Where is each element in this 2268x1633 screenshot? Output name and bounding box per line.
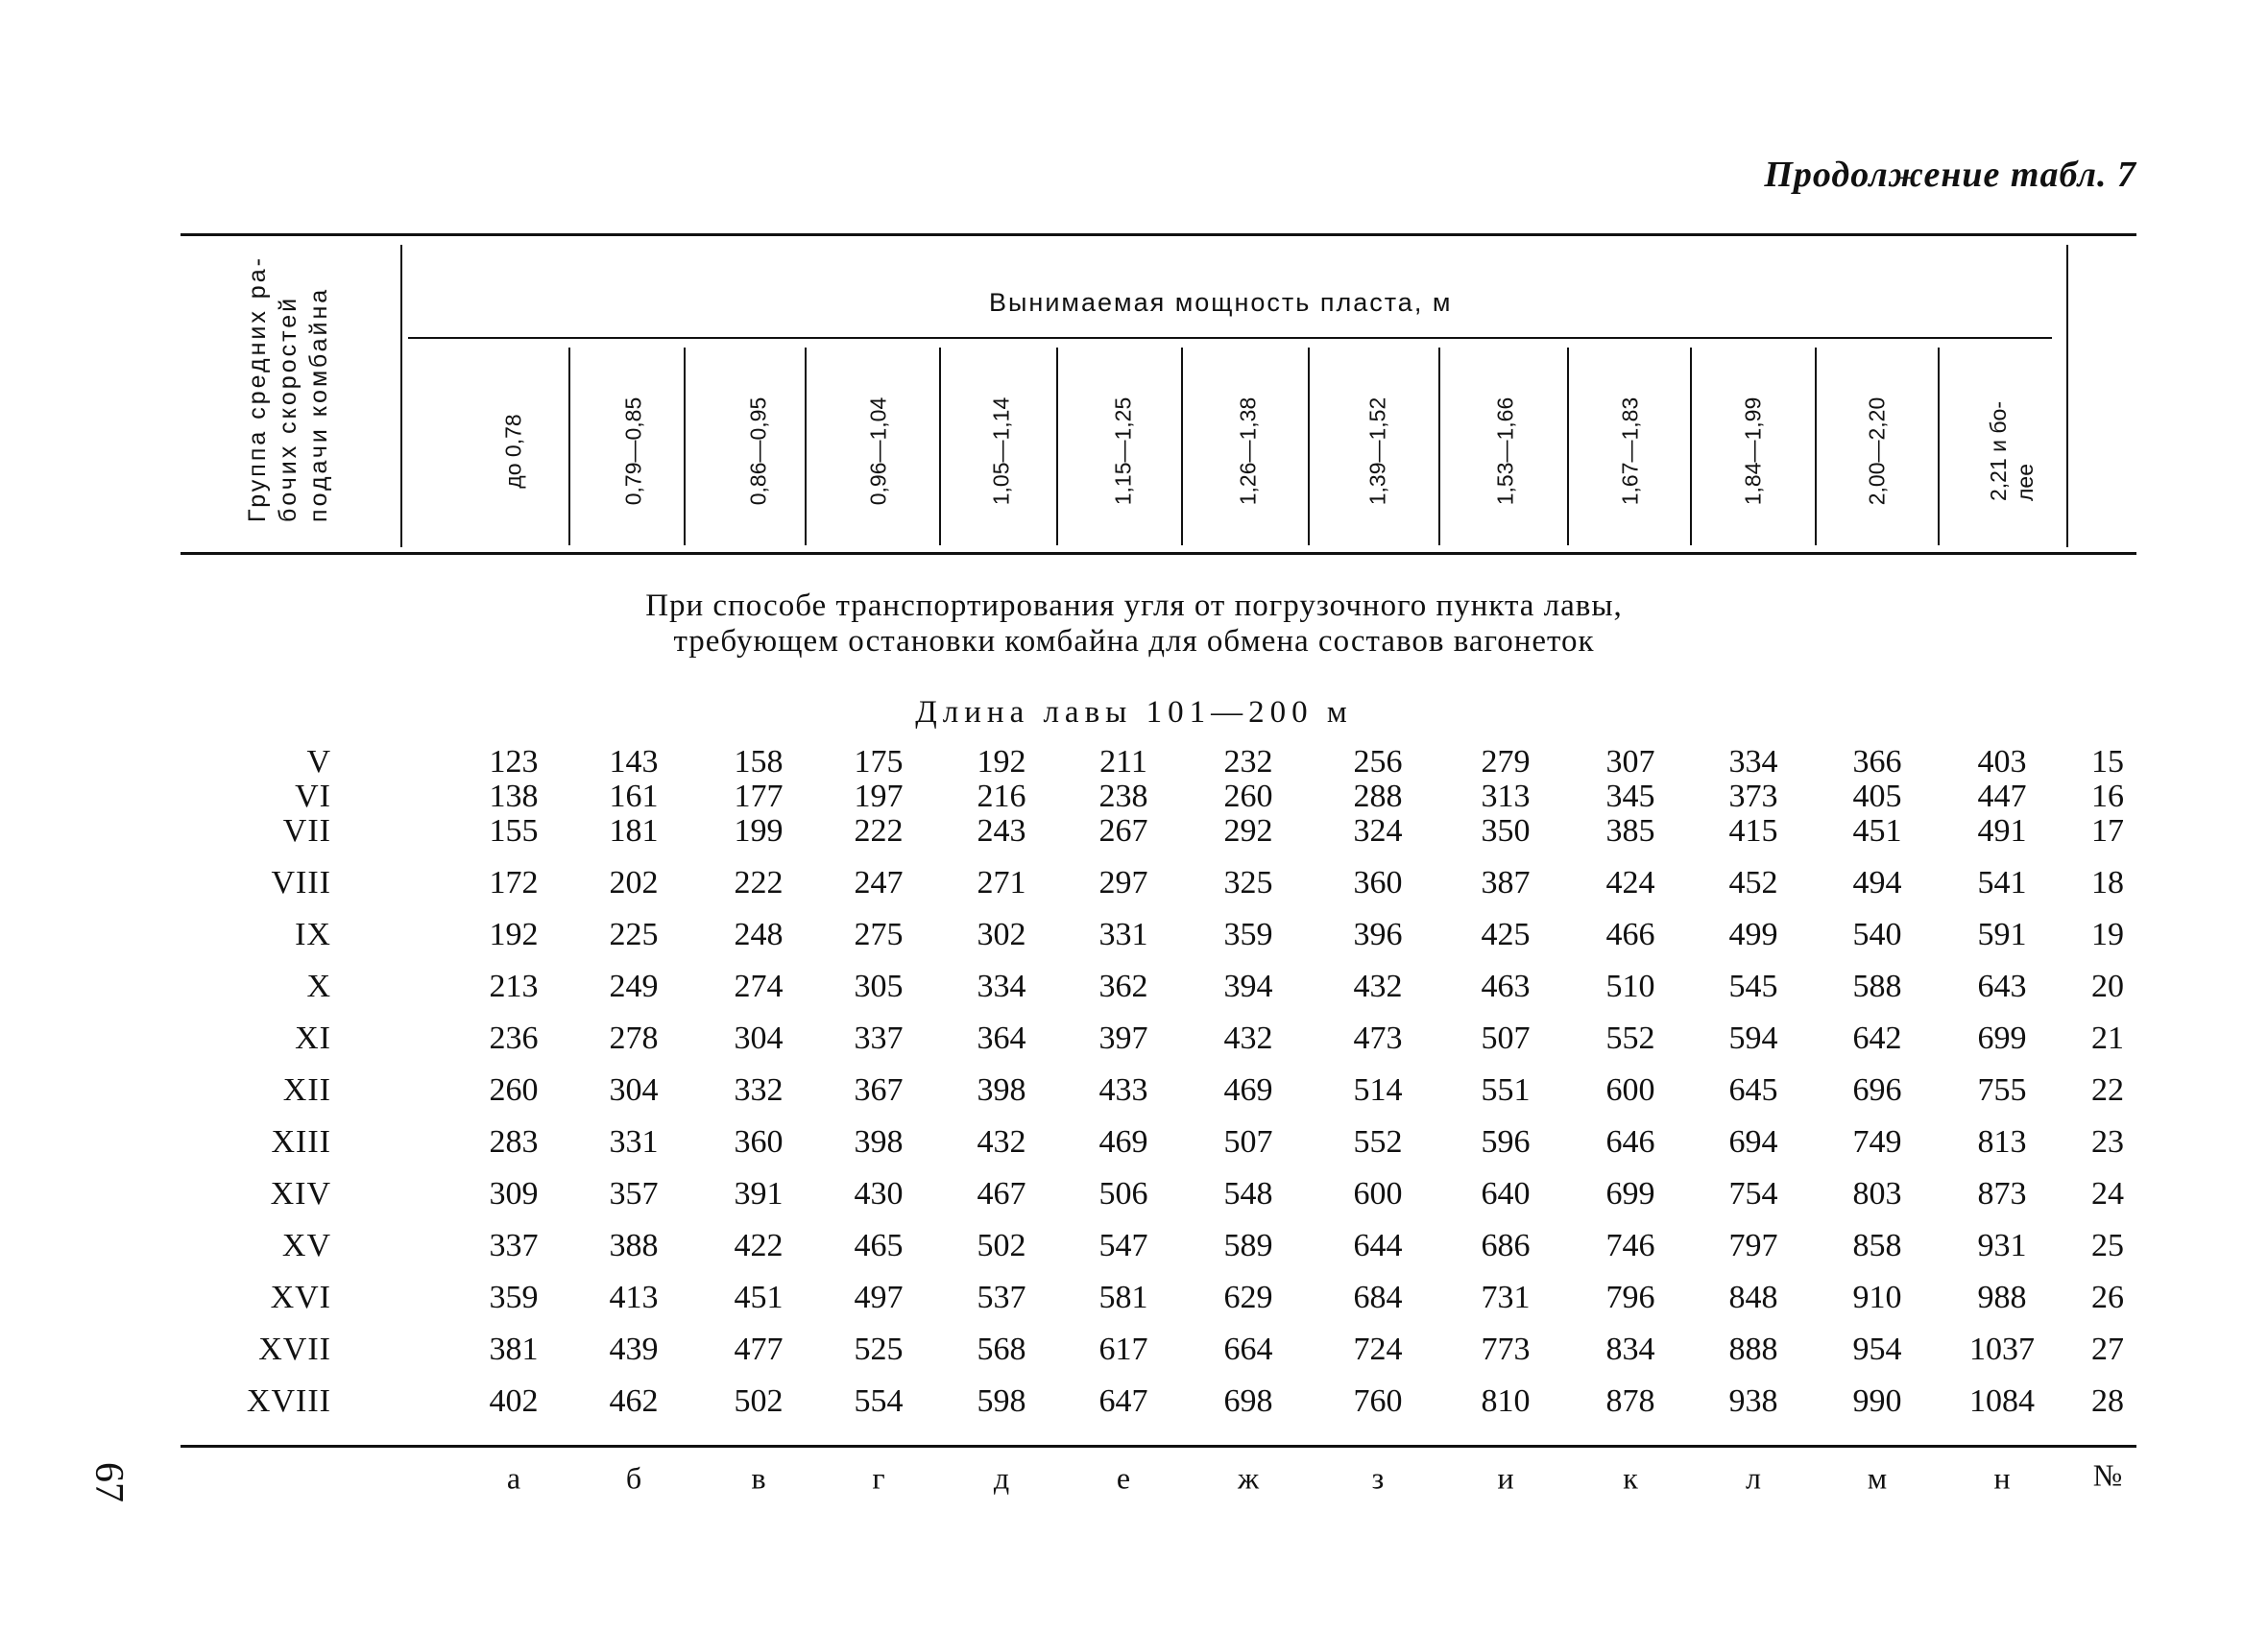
table-cell: 646 — [1605, 1124, 1655, 1160]
table-cell: 288 — [1353, 779, 1403, 814]
row-group-label: XVIII — [246, 1383, 331, 1419]
table-cell: 988 — [1977, 1280, 2027, 1315]
table-cell: 760 — [1353, 1383, 1403, 1419]
column-letter: м — [1867, 1460, 1888, 1496]
column-letter: н — [1993, 1460, 2011, 1496]
column-letter: и — [1497, 1460, 1514, 1496]
table-cell: 540 — [1852, 917, 1902, 952]
table-cell: 514 — [1353, 1072, 1403, 1108]
table-cell: 387 — [1481, 865, 1531, 901]
table-cell: 360 — [1353, 865, 1403, 901]
table-cell: 813 — [1977, 1124, 2027, 1160]
table-cell: 388 — [609, 1228, 659, 1263]
thickness-column-header: 1,53—1,66 — [1492, 396, 1518, 506]
row-number: 17 — [2091, 813, 2124, 849]
thickness-column-header: 1,67—1,83 — [1617, 396, 1643, 506]
table-cell: 502 — [977, 1228, 1026, 1263]
table-cell: 773 — [1481, 1332, 1531, 1367]
row-number: 20 — [2091, 969, 2124, 1004]
row-number: 24 — [2091, 1176, 2124, 1212]
row-number: 16 — [2091, 779, 2124, 814]
table-cell: 686 — [1481, 1228, 1531, 1263]
header-column-divider — [939, 348, 941, 545]
table-cell: 256 — [1353, 744, 1403, 780]
table-cell: 362 — [1098, 969, 1148, 1004]
table-cell: 463 — [1481, 969, 1531, 1004]
table-cell: 552 — [1605, 1021, 1655, 1056]
table-cell: 581 — [1098, 1280, 1148, 1315]
table-cell: 796 — [1605, 1280, 1655, 1315]
table-cell: 432 — [977, 1124, 1026, 1160]
table-cell: 494 — [1852, 865, 1902, 901]
table-cell: 598 — [977, 1383, 1026, 1419]
table-cell: 596 — [1481, 1124, 1531, 1160]
table-cell: 211 — [1099, 744, 1147, 780]
table-cell: 591 — [1977, 917, 2027, 952]
column-letter: з — [1371, 1460, 1385, 1496]
table-cell: 724 — [1353, 1332, 1403, 1367]
table-cell: 175 — [854, 744, 904, 780]
thickness-column-header: 1,15—1,25 — [1110, 396, 1136, 506]
table-cell: 858 — [1852, 1228, 1902, 1263]
table-cell: 424 — [1605, 865, 1655, 901]
table-cell: 405 — [1852, 779, 1902, 814]
table-cell: 331 — [609, 1124, 659, 1160]
table-cell: 797 — [1728, 1228, 1778, 1263]
table-cell: 502 — [734, 1383, 784, 1419]
table-cell: 810 — [1481, 1383, 1531, 1419]
table-cell: 754 — [1728, 1176, 1778, 1212]
table-cell: 548 — [1223, 1176, 1273, 1212]
table-cell: 391 — [734, 1176, 784, 1212]
column-letter: д — [993, 1460, 1010, 1496]
header-column-divider — [1938, 348, 1940, 545]
table-cell: 359 — [489, 1280, 539, 1315]
table-cell: 222 — [734, 865, 784, 901]
row-number: 25 — [2091, 1228, 2124, 1263]
row-number: 21 — [2091, 1021, 2124, 1056]
table-cell: 525 — [854, 1332, 904, 1367]
table-cell: 643 — [1977, 969, 2027, 1004]
table-cell: 360 — [734, 1124, 784, 1160]
table-cell: 731 — [1481, 1280, 1531, 1315]
table-cell: 345 — [1605, 779, 1655, 814]
thickness-column-header: 0,86—0,95 — [745, 396, 771, 506]
top-rule — [181, 233, 2136, 236]
table-cell: 433 — [1098, 1072, 1148, 1108]
table-cell: 357 — [609, 1176, 659, 1212]
table-cell: 507 — [1223, 1124, 1273, 1160]
table-cell: 600 — [1353, 1176, 1403, 1212]
table-cell: 177 — [734, 779, 784, 814]
table-cell: 415 — [1728, 813, 1778, 849]
table-cell: 232 — [1223, 744, 1273, 780]
table-cell: 746 — [1605, 1228, 1655, 1263]
column-letter: ж — [1237, 1460, 1260, 1496]
table-cell: 364 — [977, 1021, 1026, 1056]
header-right-border — [2066, 245, 2068, 547]
table-cell: 645 — [1728, 1072, 1778, 1108]
row-number: 27 — [2091, 1332, 2124, 1367]
table-cell: 402 — [489, 1383, 539, 1419]
table-cell: 313 — [1481, 779, 1531, 814]
table-cell: 834 — [1605, 1332, 1655, 1367]
thickness-column-header: 0,79—0,85 — [620, 396, 646, 506]
header-sub-rule — [408, 337, 2052, 339]
table-cell: 497 — [854, 1280, 904, 1315]
table-cell: 510 — [1605, 969, 1655, 1004]
table-cell: 158 — [734, 744, 784, 780]
table-cell: 430 — [854, 1176, 904, 1212]
table-cell: 248 — [734, 917, 784, 952]
table-cell: 545 — [1728, 969, 1778, 1004]
table-cell: 588 — [1852, 969, 1902, 1004]
row-number: 19 — [2091, 917, 2124, 952]
table-cell: 931 — [1977, 1228, 2027, 1263]
row-number: 26 — [2091, 1280, 2124, 1315]
table-cell: 325 — [1223, 865, 1273, 901]
row-group-label: V — [306, 744, 331, 780]
thickness-column-header: 1,84—1,99 — [1740, 396, 1766, 506]
row-number: 22 — [2091, 1072, 2124, 1108]
table-cell: 803 — [1852, 1176, 1902, 1212]
table-cell: 1084 — [1969, 1383, 2035, 1419]
table-cell: 222 — [854, 813, 904, 849]
table-cell: 243 — [977, 813, 1026, 849]
table-cell: 873 — [1977, 1176, 2027, 1212]
table-cell: 181 — [609, 813, 659, 849]
table-cell: 225 — [609, 917, 659, 952]
table-cell: 337 — [854, 1021, 904, 1056]
table-cell: 749 — [1852, 1124, 1902, 1160]
table-cell: 249 — [609, 969, 659, 1004]
header-column-divider — [1438, 348, 1440, 545]
row-group-label: XII — [282, 1072, 331, 1108]
row-group-label: XIII — [271, 1124, 331, 1160]
group-column-header: Группа средних ра- бочих скоростей подачи комбайна — [244, 255, 332, 522]
table-cell: 938 — [1728, 1383, 1778, 1419]
table-bottom-rule — [181, 1445, 2136, 1448]
table-cell: 640 — [1481, 1176, 1531, 1212]
table-cell: 283 — [489, 1124, 539, 1160]
table-cell: 432 — [1223, 1021, 1273, 1056]
row-group-label: VI — [295, 779, 331, 814]
row-number: 28 — [2091, 1383, 2124, 1419]
table-cell: 309 — [489, 1176, 539, 1212]
row-group-label: VII — [282, 813, 331, 849]
table-cell: 216 — [977, 779, 1026, 814]
table-cell: 324 — [1353, 813, 1403, 849]
table-cell: 1037 — [1969, 1332, 2035, 1367]
table-cell: 473 — [1353, 1021, 1403, 1056]
table-cell: 397 — [1098, 1021, 1148, 1056]
table-cell: 462 — [609, 1383, 659, 1419]
table-cell: 350 — [1481, 813, 1531, 849]
table-cell: 696 — [1852, 1072, 1902, 1108]
table-cell: 403 — [1977, 744, 2027, 780]
table-cell: 467 — [977, 1176, 1026, 1212]
table-cell: 551 — [1481, 1072, 1531, 1108]
table-cell: 469 — [1223, 1072, 1273, 1108]
table-cell: 278 — [609, 1021, 659, 1056]
length-title: Длина лавы 101—200 м — [915, 695, 1353, 730]
table-cell: 600 — [1605, 1072, 1655, 1108]
table-cell: 589 — [1223, 1228, 1273, 1263]
header-column-divider — [568, 348, 570, 545]
table-cell: 334 — [1728, 744, 1778, 780]
table-cell: 279 — [1481, 744, 1531, 780]
table-cell: 381 — [489, 1332, 539, 1367]
row-number: 15 — [2091, 744, 2124, 780]
row-group-label: IX — [295, 917, 331, 952]
table-cell: 305 — [854, 969, 904, 1004]
table-cell: 385 — [1605, 813, 1655, 849]
table-cell: 554 — [854, 1383, 904, 1419]
table-cell: 888 — [1728, 1332, 1778, 1367]
row-group-label: XVII — [258, 1332, 331, 1367]
table-cell: 644 — [1353, 1228, 1403, 1263]
table-cell: 155 — [489, 813, 539, 849]
table-cell: 247 — [854, 865, 904, 901]
table-cell: 477 — [734, 1332, 784, 1367]
table-cell: 398 — [977, 1072, 1026, 1108]
table-cell: 452 — [1728, 865, 1778, 901]
table-cell: 267 — [1098, 813, 1148, 849]
table-cell: 499 — [1728, 917, 1778, 952]
table-cell: 236 — [489, 1021, 539, 1056]
column-letter: б — [625, 1460, 642, 1496]
table-cell: 292 — [1223, 813, 1273, 849]
section-title-line1: При способе транспортирования угля от погрузочного пункта лавы, — [645, 588, 1623, 623]
column-letter: к — [1623, 1460, 1638, 1496]
table-cell: 755 — [1977, 1072, 2027, 1108]
table-cell: 143 — [609, 744, 659, 780]
table-cell: 396 — [1353, 917, 1403, 952]
table-cell: 541 — [1977, 865, 2027, 901]
table-cell: 394 — [1223, 969, 1273, 1004]
table-cell: 337 — [489, 1228, 539, 1263]
table-cell: 332 — [734, 1072, 784, 1108]
column-letter: в — [751, 1460, 766, 1496]
table-cell: 642 — [1852, 1021, 1902, 1056]
table-cell: 684 — [1353, 1280, 1403, 1315]
thickness-column-header: до 0,78 — [500, 414, 526, 489]
table-cell: 878 — [1605, 1383, 1655, 1419]
table-cell: 447 — [1977, 779, 2027, 814]
thickness-column-header: 2,21 и бо- лее — [1986, 400, 2038, 502]
header-column-divider — [1567, 348, 1569, 545]
table-cell: 451 — [1852, 813, 1902, 849]
table-cell: 537 — [977, 1280, 1026, 1315]
table-cell: 664 — [1223, 1332, 1273, 1367]
row-number-header: № — [2092, 1457, 2123, 1493]
row-group-label: VIII — [271, 865, 331, 901]
table-cell: 202 — [609, 865, 659, 901]
table-cell: 990 — [1852, 1383, 1902, 1419]
table-cell: 366 — [1852, 744, 1902, 780]
table-cell: 302 — [977, 917, 1026, 952]
table-cell: 260 — [489, 1072, 539, 1108]
table-cell: 439 — [609, 1332, 659, 1367]
table-cell: 698 — [1223, 1383, 1273, 1419]
header-column-divider — [1056, 348, 1058, 545]
table-cell: 465 — [854, 1228, 904, 1263]
table-cell: 432 — [1353, 969, 1403, 1004]
table-cell: 199 — [734, 813, 784, 849]
section-title-line2: требующем остановки комбайна для обмена составов вагонеток — [673, 624, 1595, 659]
table-cell: 334 — [977, 969, 1026, 1004]
table-cell: 954 — [1852, 1332, 1902, 1367]
column-letter: а — [506, 1460, 521, 1496]
table-cell: 367 — [854, 1072, 904, 1108]
table-cell: 568 — [977, 1332, 1026, 1367]
thickness-column-header: 1,05—1,14 — [988, 396, 1014, 506]
header-column-divider — [1181, 348, 1183, 545]
header-column-divider — [684, 348, 686, 545]
row-group-label: XIV — [270, 1176, 331, 1212]
table-cell: 552 — [1353, 1124, 1403, 1160]
header-column-divider — [1690, 348, 1692, 545]
table-cell: 466 — [1605, 917, 1655, 952]
table-cell: 172 — [489, 865, 539, 901]
table-cell: 506 — [1098, 1176, 1148, 1212]
table-cell: 422 — [734, 1228, 784, 1263]
table-cell: 547 — [1098, 1228, 1148, 1263]
row-group-label: XI — [295, 1021, 331, 1056]
table-cell: 192 — [977, 744, 1026, 780]
row-group-label: X — [306, 969, 331, 1004]
table-cell: 425 — [1481, 917, 1531, 952]
row-group-label: XV — [281, 1228, 331, 1263]
table-caption: Продолжение табл. 7 — [1764, 155, 2136, 195]
table-cell: 699 — [1977, 1021, 2027, 1056]
header-column-divider — [1308, 348, 1310, 545]
thickness-column-header: 1,39—1,52 — [1364, 396, 1390, 506]
column-letter: л — [1746, 1460, 1761, 1496]
table-cell: 398 — [854, 1124, 904, 1160]
table-cell: 238 — [1098, 779, 1148, 814]
table-cell: 271 — [977, 865, 1026, 901]
table-cell: 304 — [609, 1072, 659, 1108]
table-cell: 617 — [1098, 1332, 1148, 1367]
table-cell: 647 — [1098, 1383, 1148, 1419]
page-number: 67 — [86, 1462, 131, 1502]
header-column-divider — [805, 348, 807, 545]
column-letter: е — [1116, 1460, 1131, 1496]
table-cell: 304 — [734, 1021, 784, 1056]
table-cell: 594 — [1728, 1021, 1778, 1056]
header-column-divider — [1815, 348, 1817, 545]
thickness-column-header: 0,96—1,04 — [865, 396, 891, 506]
table-cell: 138 — [489, 779, 539, 814]
table-cell: 297 — [1098, 865, 1148, 901]
thickness-title: Вынимаемая мощность пласта, м — [989, 288, 1453, 317]
table-cell: 307 — [1605, 744, 1655, 780]
header-bottom-rule — [181, 552, 2136, 555]
table-cell: 359 — [1223, 917, 1273, 952]
row-number: 23 — [2091, 1124, 2124, 1160]
table-cell: 275 — [854, 917, 904, 952]
table-cell: 373 — [1728, 779, 1778, 814]
table-cell: 413 — [609, 1280, 659, 1315]
table-cell: 629 — [1223, 1280, 1273, 1315]
table-cell: 260 — [1223, 779, 1273, 814]
table-cell: 123 — [489, 744, 539, 780]
table-cell: 699 — [1605, 1176, 1655, 1212]
table-cell: 161 — [609, 779, 659, 814]
table-cell: 274 — [734, 969, 784, 1004]
table-cell: 469 — [1098, 1124, 1148, 1160]
table-cell: 213 — [489, 969, 539, 1004]
thickness-column-header: 1,26—1,38 — [1235, 396, 1261, 506]
row-group-label: XVI — [270, 1280, 331, 1315]
table-cell: 694 — [1728, 1124, 1778, 1160]
table-cell: 910 — [1852, 1280, 1902, 1315]
table-cell: 491 — [1977, 813, 2027, 849]
table-cell: 197 — [854, 779, 904, 814]
table-cell: 331 — [1098, 917, 1148, 952]
header-left-border — [400, 245, 402, 547]
table-cell: 848 — [1728, 1280, 1778, 1315]
table-cell: 451 — [734, 1280, 784, 1315]
thickness-column-header: 2,00—2,20 — [1864, 396, 1890, 506]
table-cell: 192 — [489, 917, 539, 952]
row-number: 18 — [2091, 865, 2124, 901]
table-cell: 507 — [1481, 1021, 1531, 1056]
column-letter: г — [872, 1460, 885, 1496]
